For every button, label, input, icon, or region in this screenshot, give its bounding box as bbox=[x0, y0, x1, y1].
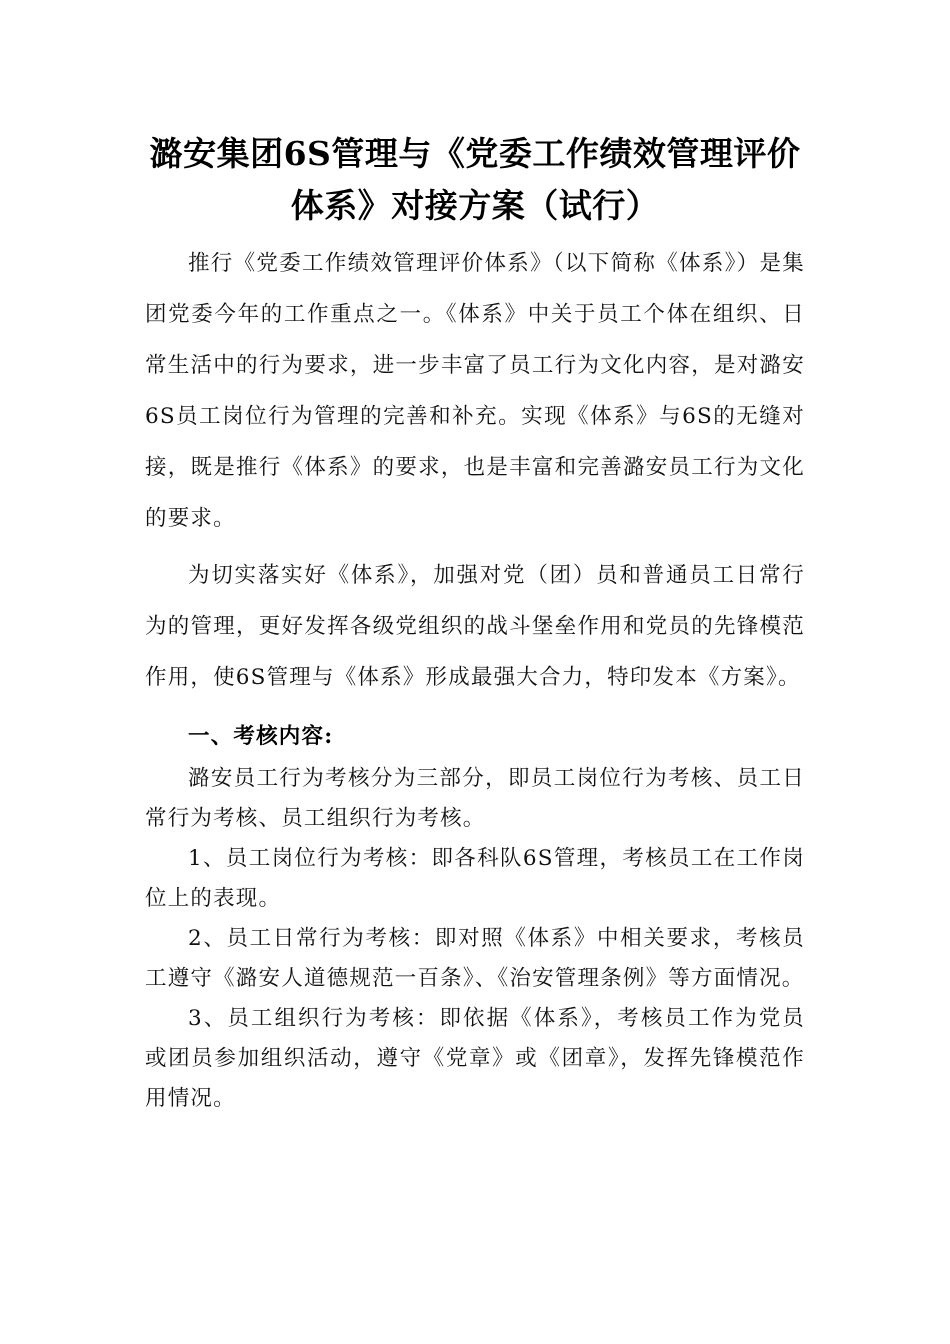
section-item-3: 3、员工组织行为考核：即依据《体系》，考核员工作为党员或团员参加组织活动，遵守《党章》或《团章》，发挥先锋模范作用情况。 bbox=[145, 1006, 805, 1111]
spacer bbox=[145, 703, 805, 715]
section-paragraph-overview: 潞安员工行为考核分为三部分，即员工岗位行为考核、员工日常行为考核、员工组织行为考核。 bbox=[145, 766, 805, 831]
intro-paragraph-2: 为切实落实好《体系》，加强对党（团）员和普通员工日常行为的管理，更好发挥各级党组织的战斗堡垒作用和党员的先锋模范作用，使6S管理与《体系》形成最强大合力，特印发本《方案》。 bbox=[145, 563, 805, 690]
document-page bbox=[145, 128, 805, 1119]
section-body-assessment bbox=[145, 759, 805, 1119]
document-title: 潞安集团6S管理与《党委工作绩效管理评价体系》对接方案（试行） bbox=[149, 134, 801, 225]
section-item-1: 1、员工岗位行为考核：即各科队6S管理，考核员工在工作岗位上的表现。 bbox=[145, 846, 805, 911]
intro-paragraph-1: 推行《党委工作绩效管理评价体系》（以下简称《体系》）是集团党委今年的工作重点之一。《体系》中关于员工个体在组织、日常生活中的行为要求，进一步丰富了员工行为文化内容，是对潞安6S员工岗位行为管理的完善和补充。实现《体系》与6S的无缝对接，既是推行《体系》的要求，也是丰富和完善潞安员工行为文化的要求。 bbox=[145, 251, 805, 531]
section-heading-assessment: 一、考核内容: bbox=[188, 724, 334, 749]
section-item-2: 2、员工日常行为考核：即对照《体系》中相关要求，考核员工遵守《潞安人道德规范一百条》、《治安管理条例》等方面情况。 bbox=[145, 926, 805, 991]
